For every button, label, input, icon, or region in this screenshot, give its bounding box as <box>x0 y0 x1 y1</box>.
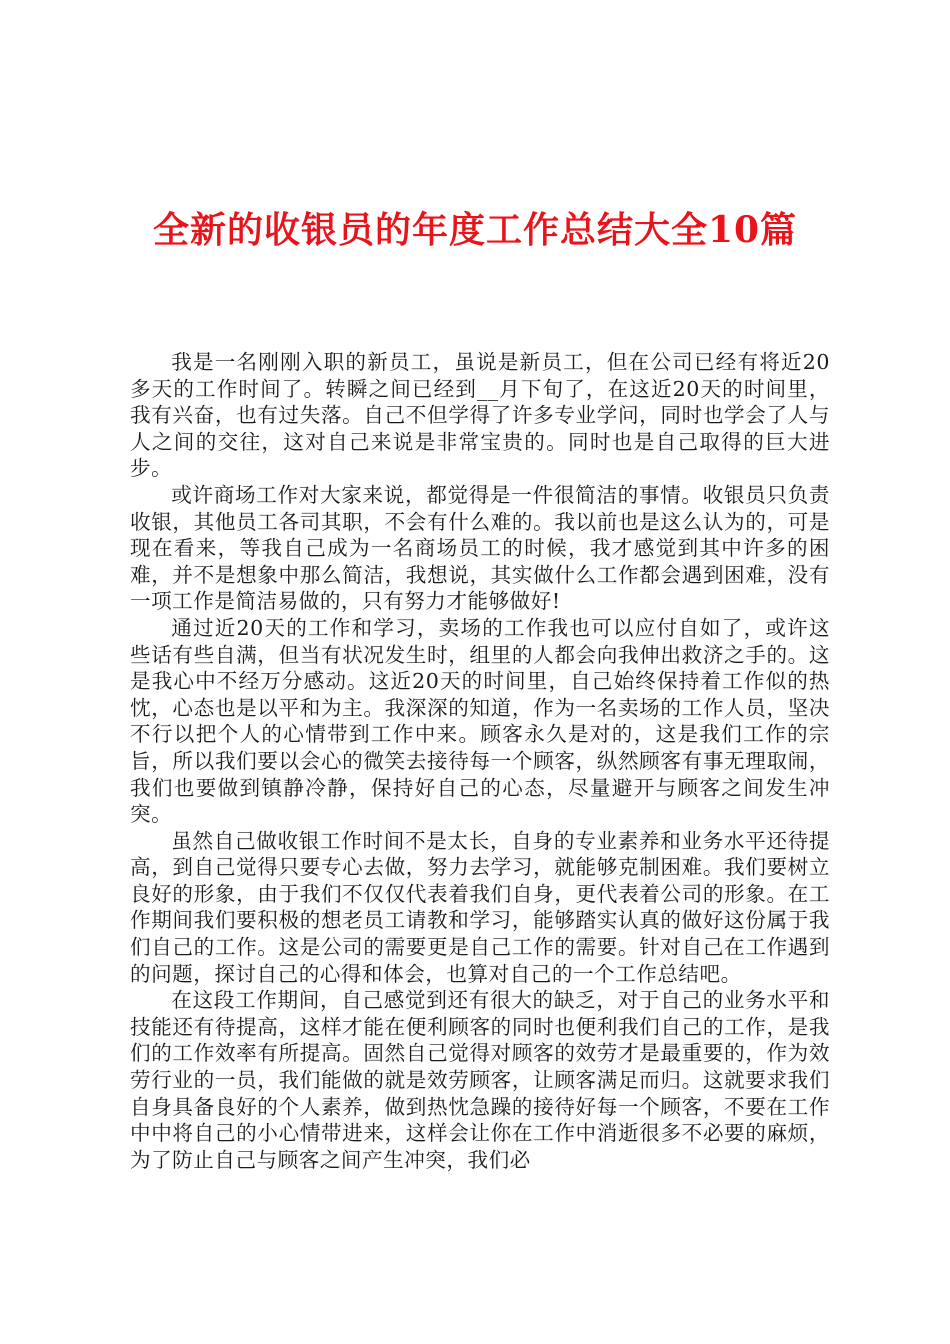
paragraph: 在这段工作期间，自己感觉到还有很大的缺乏，对于自己的业务水平和技能还有待提高，这样才能在便利顾客的同时也便利我们自己的工作，是我们的工作效率有所提高。固然自己觉得对顾客的效劳才是最重要的，作为效劳行业的一员，我们能做的就是效劳顾客，让顾客满足而归。这就要求我们自身具备良好的个人素养，做到热忱急躁的接待好每一个顾客，不要在工作中中将自己的小心情带进来，这样会让你在工作中消逝很多不必要的麻烦，为了防止自己与顾客之间产生冲突，我们必 <box>130 988 830 1172</box>
paragraph: 我是一名刚刚入职的新员工，虽说是新员工，但在公司已经有将近20多天的工作时间了。转瞬之间已经到__月下旬了，在这近20天的时间里，我有兴奋，也有过失落。自己不但学得了许多专业学问，同时也学会了人与人之间的交往，这对自己来说是非常宝贵的。同时也是自己取得的巨大进步。 <box>130 350 830 481</box>
paragraph: 通过近20天的工作和学习，卖场的工作我也可以应付自如了，或许这些话有些自满，但当有状况发生时，组里的人都会向我伸出救济之手的。这是我心中不经万分感动。这近20天的时间里，自己始终保持着工作似的热忱，心态也是以平和为主。我深深的知道，作为一名卖场的工作人员，坚决不行以把个人的心情带到工作中来。顾客永久是对的，这是我们工作的宗旨，所以我们要以会心的微笑去接待每一个顾客，纵然顾客有事无理取闹，我们也要做到镇静冷静，保持好自己的心态，尽量避开与顾客之间发生冲突。 <box>130 615 830 827</box>
document-title: 全新的收银员的年度工作总结大全10篇 <box>152 209 798 251</box>
paragraph: 虽然自己做收银工作时间不是太长，自身的专业素养和业务水平还待提高，到自己觉得只要专心去做，努力去学习，就能够克制困难。我们要树立良好的形象，由于我们不仅仅代表着我们自身，更代表着公司的形象。在工作期间我们要积极的想老员工请教和学习，能够踏实认真的做好这份属于我们自己的工作。这是公司的需要更是自己工作的需要。针对自己在工作遇到的问题，探讨自己的心得和体会，也算对自己的一个工作总结吧。 <box>130 828 830 986</box>
document-body <box>130 349 830 1173</box>
paragraph: 或许商场工作对大家来说，都觉得是一件很简洁的事情。收银员只负责收银，其他员工各司其职，不会有什么难的。我以前也是这么认为的，可是现在看来，等我自己成为一名商场员工的时候，我才感觉到其中许多的困难，并不是想象中那么简洁，我想说，其实做什么工作都会遇到困难，没有一项工作是简洁易做的，只有努力才能够做好! <box>130 482 830 614</box>
